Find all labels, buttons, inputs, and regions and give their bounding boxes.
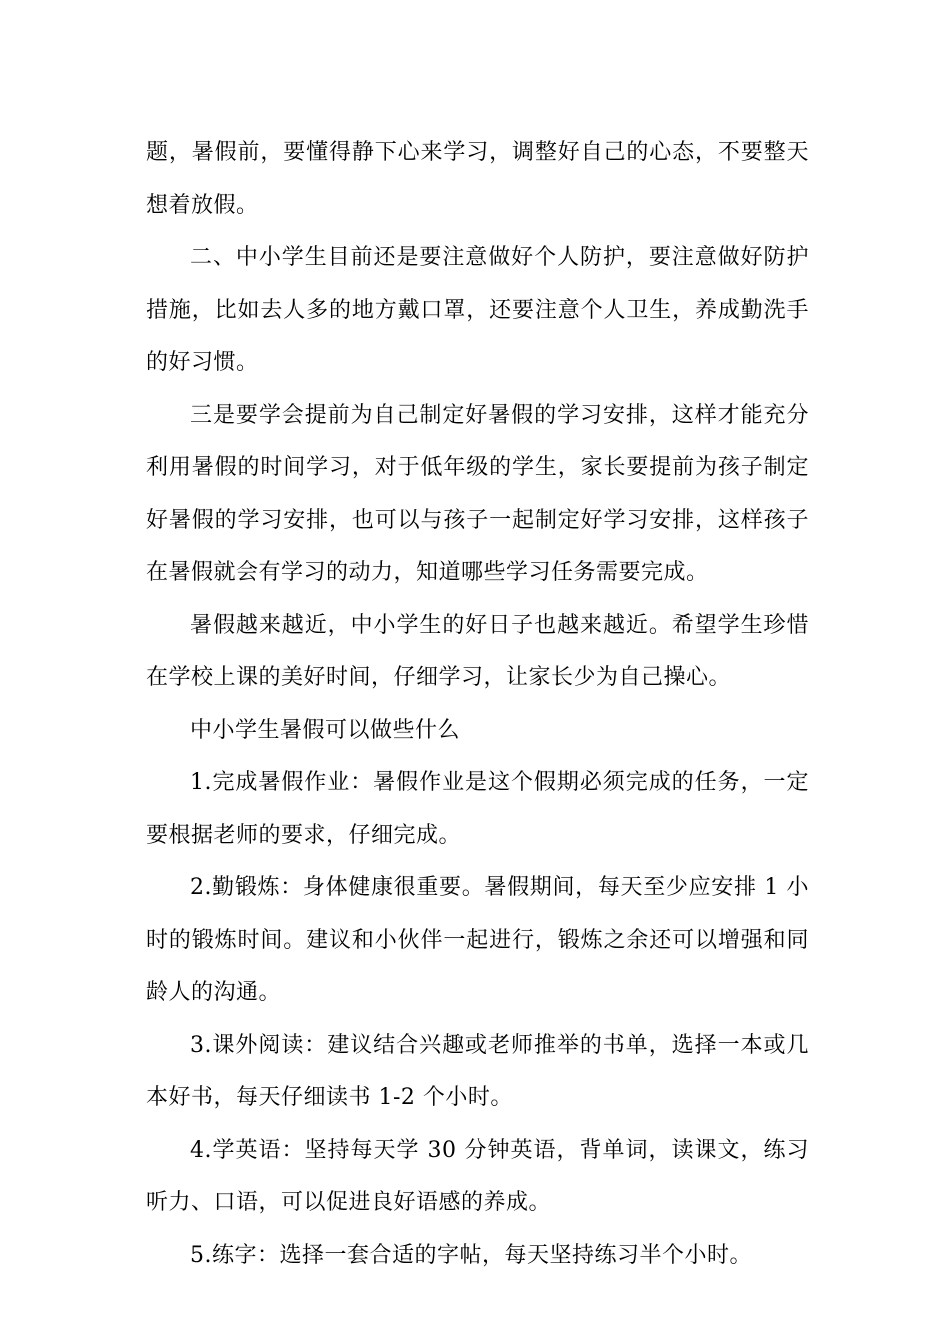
list-item-reading: 3.课外阅读：建议结合兴趣或老师推举的书单，选择一本或几本好书，每天仔细读书 1-2 个小时。 bbox=[146, 1032, 809, 1110]
paragraph-summer-approaching: 暑假越来越近，中小学生的好日子也越来越近。希望学生珍惜在学校上课的美好时间，仔细学习，让家长少为自己操心。 bbox=[146, 612, 809, 690]
paragraph-continuation: 题，暑假前，要懂得静下心来学习，调整好自己的心态，不要整天想着放假。 bbox=[146, 140, 809, 218]
paragraph-personal-protection: 二、中小学生目前还是要注意做好个人防护，要注意做好防护措施，比如去人多的地方戴口罩，还要注意个人卫生，养成勤洗手的好习惯。 bbox=[146, 245, 809, 375]
list-item-homework: 1.完成暑假作业：暑假作业是这个假期必须完成的任务，一定要根据老师的要求，仔细完成。 bbox=[146, 770, 809, 848]
list-item-exercise: 2.勤锻炼：身体健康很重要。暑假期间，每天至少应安排 1 小时的锻炼时间。建议和小伙伴一起进行，锻炼之余还可以增强和同龄人的沟通。 bbox=[146, 875, 809, 1005]
section-heading: 中小学生暑假可以做些什么 bbox=[190, 717, 461, 743]
paragraph-study-plan: 三是要学会提前为自己制定好暑假的学习安排，这样才能充分利用暑假的时间学习，对于低年级的学生，家长要提前为孩子制定好暑假的学习安排，也可以与孩子一起制定好学习安排，这样孩子在暑假就会有学习的动力，知道哪些学习任务需要完成。 bbox=[146, 402, 809, 585]
document-body bbox=[146, 127, 809, 1282]
list-item-english: 4.学英语：坚持每天学 30 分钟英语，背单词，读课文，练习听力、口语，可以促进良好语感的养成。 bbox=[146, 1137, 809, 1215]
list-item-calligraphy: 5.练字：选择一套合适的字帖，每天坚持练习半个小时。 bbox=[190, 1242, 752, 1268]
